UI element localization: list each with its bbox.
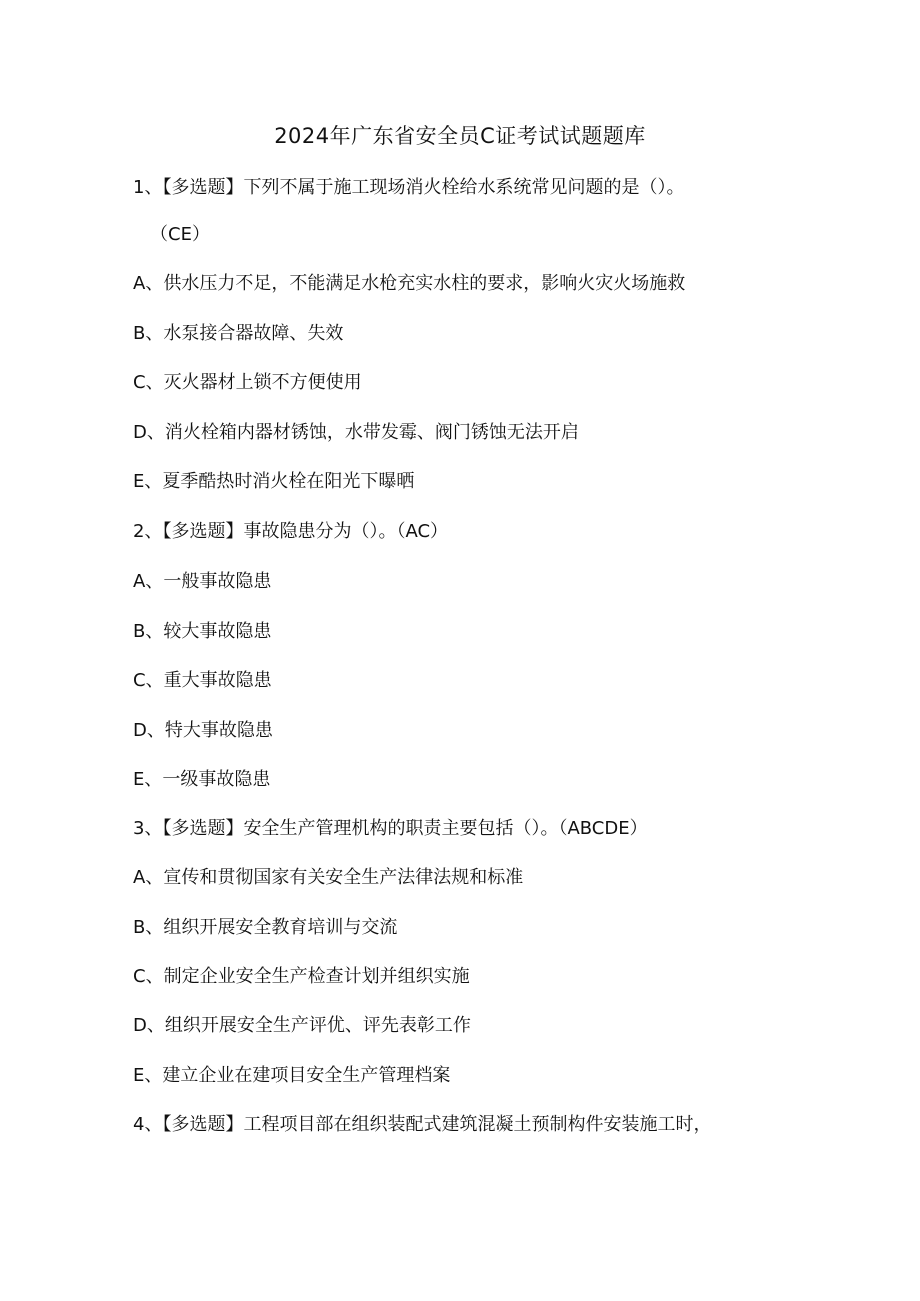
question-1-answer: （CE） xyxy=(150,224,210,245)
question-1-option-d: D、消火栓箱内器材锈蚀，水带发霉、阀门锈蚀无法开启 xyxy=(133,422,579,443)
question-3-option-a: A、宣传和贯彻国家有关安全生产法律法规和标准 xyxy=(133,867,524,888)
document-title: 2024年广东省安全员C证考试试题题库 xyxy=(274,124,646,148)
question-3-option-c: C、制定企业安全生产检查计划并组织实施 xyxy=(133,966,470,987)
question-3-option-b: B、组织开展安全教育培训与交流 xyxy=(133,917,398,938)
question-1-option-b: B、水泵接合器故障、失效 xyxy=(133,323,344,344)
question-2-option-b: B、较大事故隐患 xyxy=(133,621,272,642)
question-2-option-e: E、一级事故隐患 xyxy=(133,769,271,790)
question-1-option-a: A、供水压力不足，不能满足水枪充实水柱的要求，影响火灾火场施救 xyxy=(133,273,686,294)
question-4-stem: 4、【多选题】工程项目部在组织装配式建筑混凝土预制构件安装施工时， xyxy=(133,1114,712,1135)
question-2-option-d: D、特大事故隐患 xyxy=(133,720,273,741)
question-3-stem: 3、【多选题】安全生产管理机构的职责主要包括（）。（ABCDE） xyxy=(133,818,648,839)
question-3-option-e: E、建立企业在建项目安全生产管理档案 xyxy=(133,1065,451,1086)
question-1-option-c: C、灭火器材上锁不方便使用 xyxy=(133,372,362,393)
question-1-option-e: E、夏季酷热时消火栓在阳光下曝晒 xyxy=(133,471,415,492)
question-1-stem: 1、【多选题】下列不属于施工现场消火栓给水系统常见问题的是（）。 xyxy=(133,177,685,198)
question-3-option-d: D、组织开展安全生产评优、评先表彰工作 xyxy=(133,1015,471,1036)
question-2-stem: 2、【多选题】事故隐患分为（）。（AC） xyxy=(133,521,449,542)
question-2-option-c: C、重大事故隐患 xyxy=(133,670,272,691)
question-2-option-a: A、一般事故隐患 xyxy=(133,571,272,592)
